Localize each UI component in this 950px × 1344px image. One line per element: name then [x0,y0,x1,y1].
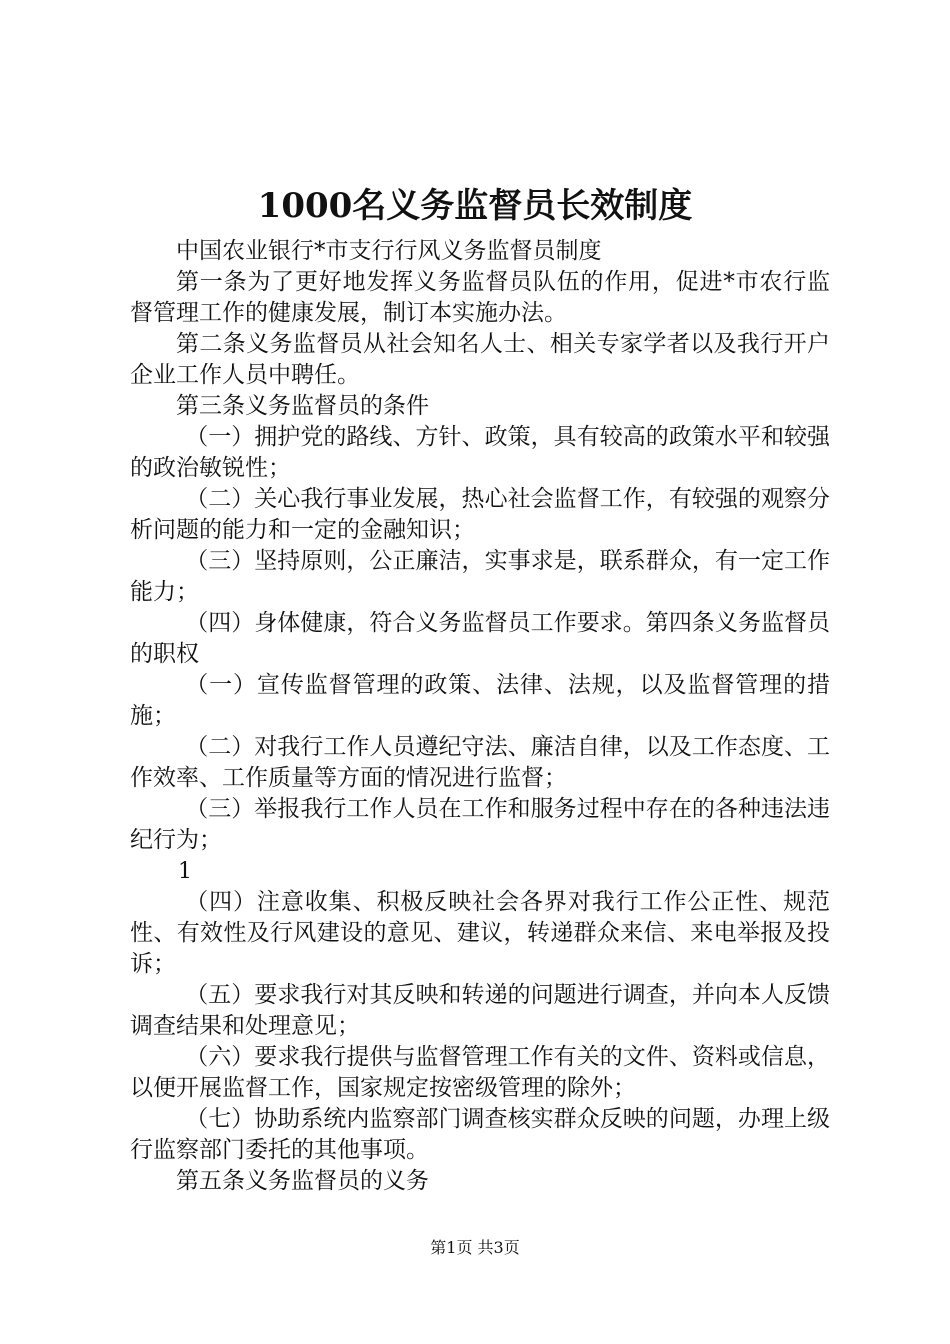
document-title: 1000名义务监督员长效制度 [257,186,693,226]
paragraph: （三）坚持原则，公正廉洁，实事求是，联系群众，有一定工作能力； [130,548,830,605]
paragraph: （六）要求我行提供与监督管理工作有关的文件、资料或信息，以便开展监督工作，国家规定按密级管理的除外； [130,1044,830,1101]
paragraph: （四）身体健康，符合义务监督员工作要求。第四条义务监督员的职权 [130,610,830,667]
paragraph: （三）举报我行工作人员在工作和服务过程中存在的各种违法违纪行为； [130,796,830,853]
paragraph: （七）协助系统内监察部门调查核实群众反映的问题，办理上级行监察部门委托的其他事项。 [130,1106,830,1163]
paragraph: 第二条义务监督员从社会知名人士、相关专家学者以及我行开户企业工作人员中聘任。 [130,331,830,388]
paragraph: （二）对我行工作人员遵纪守法、廉洁自律，以及工作态度、工作效率、工作质量等方面的情况进行监督； [130,734,830,791]
paragraph: （一）宣传监督管理的政策、法律、法规，以及监督管理的措施； [130,672,830,729]
paragraph: 第五条义务监督员的义务 [176,1168,429,1194]
paragraph: 中国农业银行*市支行行风义务监督员制度 [176,238,602,264]
paragraph: 第一条为了更好地发挥义务监督员队伍的作用，促进*市农行监督管理工作的健康发展，制订本实施办法。 [130,269,830,326]
document-body [130,236,830,1197]
paragraph: （一）拥护党的路线、方针、政策，具有较高的政策水平和较强的政治敏锐性； [130,424,830,481]
page-footer: 第1页 共3页 [430,1238,520,1257]
paragraph: （五）要求我行对其反映和转递的问题进行调查，并向本人反馈调查结果和处理意见； [130,982,830,1039]
paragraph: （四）注意收集、积极反映社会各界对我行工作公正性、规范性、有效性及行风建设的意见、建议，转递群众来信、来电举报及投诉； [130,889,830,977]
inline-page-number: 1 [178,859,192,884]
paragraph: 第三条义务监督员的条件 [176,393,429,419]
paragraph: （二）关心我行事业发展，热心社会监督工作，有较强的观察分析问题的能力和一定的金融知识； [130,486,830,543]
